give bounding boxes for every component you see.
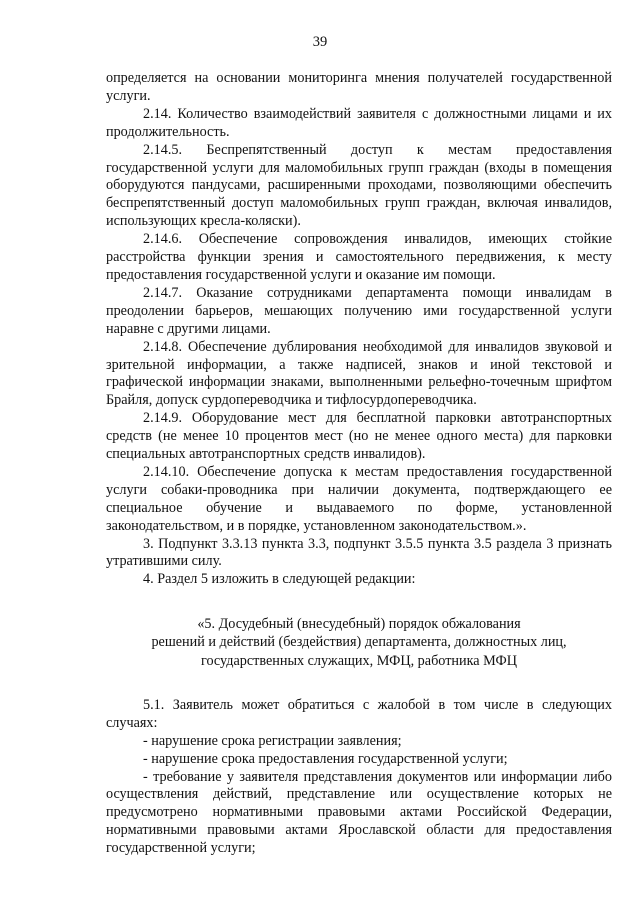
paragraph: 2.14.6. Обеспечение сопровождения инвалидов, имеющих стойкие расстройства функции зрения и самостоятельного передвижения, к месту предоставления государственной услуги и оказание им помощи. [106,231,612,283]
list-item: - требование у заявителя представления документов или информации либо осуществления действий, представление или осуществление которых не предусмотрено нормативными правовыми актами Российской Федерации, нормативными правовыми актами Ярославской области для предоставления государственной услуги; [106,768,612,857]
section-heading [106,615,612,670]
paragraph: 2.14.8. Обеспечение дублирования необходимой для инвалидов звуковой и зрительной информации, а также надписей, знаков и иной текстовой и графической информации знаками, выполненными рельефно-точечным шрифтом Брайля, допуск сурдопереводчика и тифлосурдопереводчика. [106,338,612,409]
paragraph: 2.14.10. Обеспечение допуска к местам предоставления государственной услуги собаки-проводника при наличии документа, подтверждающего ее специальное обучение и выдаваемого по форме, установленной законодательством, и в порядке, установленном законодательством.». [106,463,612,534]
paragraph: 2.14.9. Оборудование мест для бесплатной парковки автотранспортных средств (не менее 10 процентов мест (но не менее одного места) для парковки специальных автотранспортных средств инвалидов). [106,410,612,463]
list-item: - нарушение срока предоставления государственной услуги; [143,750,508,767]
list-item: - нарушение срока регистрации заявления; [143,732,402,749]
document-body [106,70,612,858]
section-heading-line: решений и действий (бездействия) департамента, должностных лиц, [151,634,567,651]
paragraph: 3. Подпункт 3.3.13 пункта 3.3, подпункт 3.5.5 пункта 3.5 раздела 3 признать утратившими силу. [106,535,612,570]
paragraph: 2.14.5. Беспрепятственный доступ к местам предоставления государственной услуги для маломобильных групп граждан (входы в помещения оборудуются пандусами, расширенными проходами, позволяющими обеспечить беспрепятственный доступ маломобильных групп граждан, включая инвалидов, использующих кресла-коляски). [106,141,612,230]
section-heading-line: государственных служащих, МФЦ, работника МФЦ [201,652,517,669]
page-number: 39 [312,34,328,50]
paragraph: 5.1. Заявитель может обратиться с жалобой в том числе в следующих случаях: [106,696,612,731]
paragraph: определяется на основании мониторинга мнения получателей государственной услуги. [106,70,612,104]
paragraph: 2.14.7. Оказание сотрудниками департамента помощи инвалидам в преодолении барьеров, мешающих получению ими государственной услуги наравне с другими лицами. [106,284,612,337]
section-heading-line: «5. Досудебный (внесудебный) порядок обжалования [197,616,521,633]
paragraph: 2.14. Количество взаимодействий заявителя с должностными лицами и их продолжительность. [106,105,612,140]
paragraph: 4. Раздел 5 изложить в следующей редакции: [143,571,416,588]
